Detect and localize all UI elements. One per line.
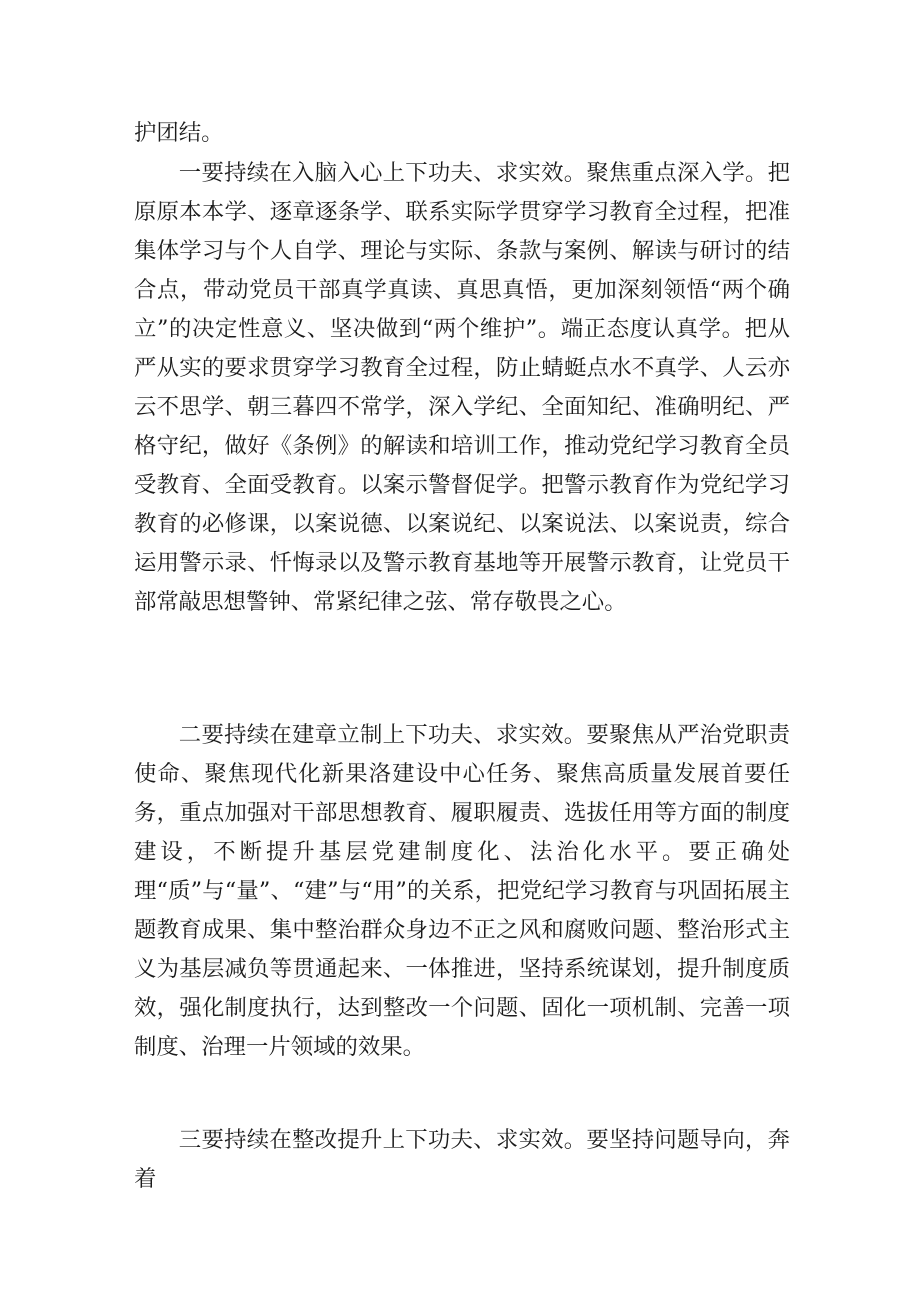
paragraph-point-three xyxy=(134,1121,790,1199)
paragraph-point-two xyxy=(134,716,790,1067)
paragraph-text: 护团结。 xyxy=(134,120,224,146)
paragraph-text: 三要持续在整改提升上下功夫、求实效。要坚持问题导向，奔着 xyxy=(134,1127,790,1192)
paragraph-text: 一要持续在入脑入心上下功夫、求实效。聚焦重点深入学。把原原本本学、逐章逐条学、联系实际学贯穿学习教育全过程，把准集体学习与个人自学、理论与实际、条款与案例、解读与研讨的结合点，带动党员干部真学真读、真思真悟，更加深刻领悟“两个确立”的决定性意义、坚决做到“两个维护”。端正态度认真学。把从严从实的要求贯穿学习教育全过程，防止蜻蜓点水不真学、人云亦云不思学、朝三暮四不常学，深入学纪、全面知纪、准确明纪、严格守纪，做好《条例》的解读和培训工作，推动党纪学习教育全员受教育、全面受教育。以案示警督促学。把警示教育作为党纪学习教育的必修课，以案说德、以案说纪、以案说法、以案说责，综合运用警示录、忏悔录以及警示教育基地等开展警示教育，让党员干部常敲思想警钟、常紧纪律之弦、常存敬畏之心。 xyxy=(134,160,790,615)
paragraph-continuation xyxy=(134,114,790,153)
paragraph-point-one xyxy=(134,154,790,622)
paragraph-text: 二要持续在建章立制上下功夫、求实效。要聚焦从严治党职责使命、聚焦现代化新果洛建设中心任务、聚焦高质量发展首要任务，重点加强对干部思想教育、履职履责、选拔任用等方面的制度建设，不断提升基层党建制度化、法治化水平。要正确处理“质”与“量”、“建”与“用”的关系，把党纪学习教育与巩固拓展主题教育成果、集中整治群众身边不正之风和腐败问题、整治形式主义为基层减负等贯通起来、一体推进，坚持系统谋划，提升制度质效，强化制度执行，达到整改一个问题、固化一项机制、完善一项制度、治理一片领域的效果。 xyxy=(134,722,790,1060)
